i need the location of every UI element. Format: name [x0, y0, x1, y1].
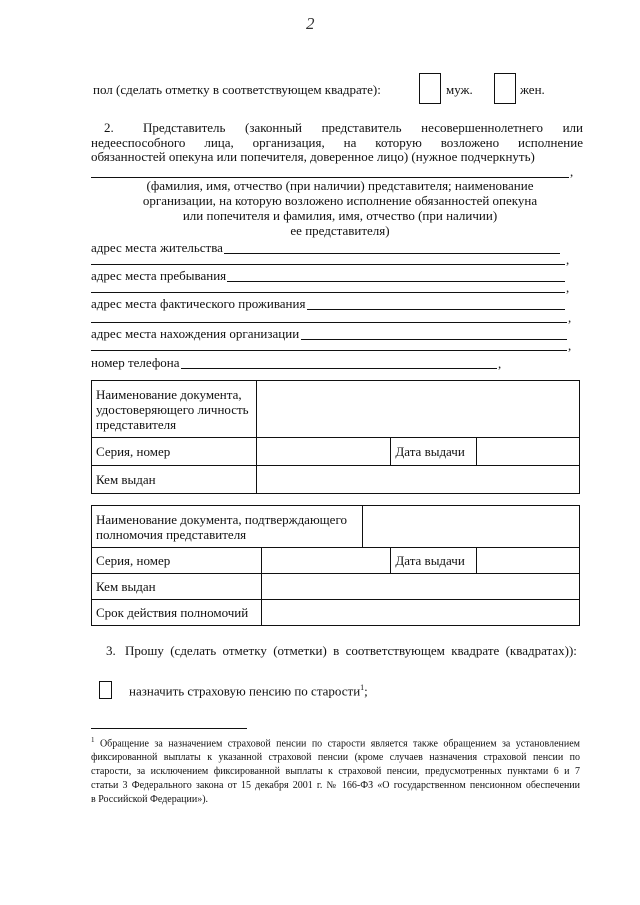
identity-doc-name-label [92, 381, 257, 438]
comma: , [566, 252, 570, 267]
authority-validity-input[interactable] [261, 600, 579, 626]
authority-doc-name-label [92, 506, 363, 548]
option-end: ; [364, 683, 368, 699]
identity-doc-name-input[interactable] [256, 381, 579, 438]
identity-issue-date-label: Дата выдачи [391, 438, 477, 466]
org-location-label: адрес места нахождения организации [91, 326, 300, 341]
stay-label: адрес места пребывания [91, 268, 227, 283]
caption-line: (фамилия, имя, отчество (при наличии) представителя; наименование [146, 178, 534, 193]
word: Прошу [125, 643, 164, 658]
authority-series-input[interactable] [261, 548, 391, 574]
word: исполнение [518, 135, 583, 150]
actual-residence-input-2[interactable] [91, 322, 567, 323]
caption-line: ее представителя) [290, 223, 390, 238]
word: (законный [245, 120, 303, 135]
authority-issued-by-input[interactable] [261, 574, 579, 600]
word: представитель [321, 120, 402, 135]
female-checkbox[interactable] [494, 73, 516, 104]
comma: , [566, 280, 570, 295]
representative-caption [120, 178, 560, 238]
section3-number: 3. [106, 643, 116, 658]
authority-document-table [91, 505, 580, 626]
section2-line2 [91, 135, 583, 150]
word: лица, [204, 135, 234, 150]
footnote-line: Обращение за назначением страховой пенсии по старости является также обращением за установлением [99, 738, 580, 750]
word: или [562, 120, 583, 135]
comma: , [568, 310, 572, 325]
word: несовершеннолетнего [421, 120, 544, 135]
identity-series-label: Серия, номер [92, 438, 257, 466]
word: в [333, 643, 340, 658]
word: (квадратах)): [505, 643, 577, 658]
word: (сделать [170, 643, 217, 658]
footnote-line: в Российской Федерации»). [91, 794, 209, 806]
cell-line: удостоверяющего личность [96, 401, 249, 417]
actual-residence-input[interactable] [307, 309, 565, 310]
word: соответствующем [345, 643, 445, 658]
word: Представитель [143, 120, 226, 135]
residence-input-2[interactable] [91, 264, 565, 265]
identity-series-input[interactable] [256, 438, 391, 466]
identity-issue-date-input[interactable] [477, 438, 580, 466]
section2-number: 2. [104, 120, 114, 135]
page-number: 2 [306, 14, 315, 33]
word: квадрате [451, 643, 500, 658]
section2-line1 [143, 120, 583, 135]
org-location-input[interactable] [301, 339, 567, 340]
authority-issued-by-label: Кем выдан [92, 574, 262, 600]
word: организация, [252, 135, 325, 150]
residence-input[interactable] [224, 253, 560, 254]
word: возложено [440, 135, 500, 150]
org-location-input-2[interactable] [91, 350, 567, 351]
footnote [91, 733, 580, 807]
gender-label: пол (сделать отметку в соответствующем квадрате): [93, 82, 381, 97]
female-label: жен. [520, 82, 545, 97]
footnote-line: статьи 3 Федерального закона от 15 декабря 2001 г. № 166-ФЗ «О государственном пенсионном обеспечении [91, 780, 580, 792]
comma: , [498, 356, 502, 371]
authority-issue-date-label: Дата выдачи [391, 548, 477, 574]
word: отметку [222, 643, 267, 658]
footnote-mark: 1 [91, 736, 95, 744]
male-checkbox[interactable] [419, 73, 441, 104]
section2-line3: обязанностей опекуна или попечителя, доверенное лицо) (нужное подчеркнуть) [91, 149, 535, 164]
cell-line: Наименование документа, [96, 386, 242, 402]
caption-line: организации, на которую возложено исполнение обязанностей опекуна [142, 193, 538, 208]
old-age-pension-option [129, 680, 368, 698]
word: (отметки) [273, 643, 327, 658]
residence-label: адрес места жительства [91, 240, 223, 255]
cell-line: представителя [96, 416, 177, 432]
cell-line: полномочия представителя [96, 526, 247, 542]
comma: , [570, 164, 574, 179]
footnote-separator [91, 728, 247, 729]
authority-validity-label: Срок действия полномочий [92, 600, 262, 626]
actual-residence-label: адрес места фактического проживания [91, 296, 306, 311]
cell-line: Наименование документа, подтверждающего [96, 511, 347, 527]
old-age-pension-checkbox[interactable] [99, 681, 112, 699]
footnote-line: фиксированной выплаты к указанной страховой пенсии (кроме случаев назначения страховой пенсии по [91, 752, 580, 764]
word: недееспособного [91, 135, 186, 150]
authority-series-label: Серия, номер [92, 548, 262, 574]
word: которую [375, 135, 422, 150]
identity-issued-by-input[interactable] [256, 466, 579, 494]
section3-text [125, 643, 577, 658]
footnote-line: старости, за исключением фиксированной выплаты к страховой пенсии, предусмотренных пунктами 6 и 7 [91, 766, 580, 778]
stay-input[interactable] [227, 281, 565, 282]
caption-line: или попечителя и фамилия, имя, отчество (при наличии) [182, 208, 498, 223]
identity-document-table [91, 380, 580, 494]
option-text: назначить страховую пенсию по старости [129, 683, 361, 699]
identity-issued-by-label: Кем выдан [92, 466, 257, 494]
footnote-ref: 1 [360, 683, 365, 692]
authority-issue-date-input[interactable] [477, 548, 580, 574]
phone-input[interactable] [181, 368, 497, 369]
stay-input-2[interactable] [91, 292, 565, 293]
comma: , [568, 338, 572, 353]
phone-label: номер телефона [91, 355, 180, 370]
word: на [343, 135, 357, 150]
authority-doc-name-input[interactable] [363, 506, 580, 548]
male-label: муж. [446, 82, 473, 97]
